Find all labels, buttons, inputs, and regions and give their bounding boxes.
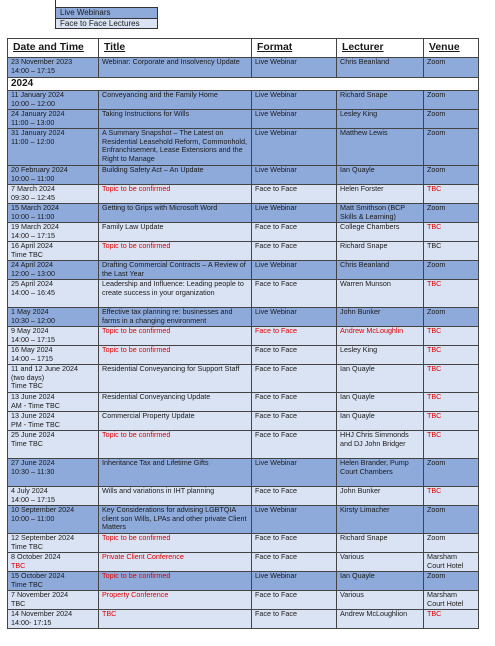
cell-venue: Zoom: [424, 58, 479, 78]
cell-lecturer: Richard Snape: [337, 242, 424, 261]
cell-venue: TBC: [424, 242, 479, 261]
cell-date-time: 15 October 2024 Time TBC: [8, 572, 99, 591]
cell-venue: Zoom: [424, 459, 479, 487]
cell-date-time: 31 January 2024 11:00 – 12:00: [8, 129, 99, 166]
cell-format: Face to Face: [252, 553, 337, 572]
cell-date-time: 11 January 2024 10:00 – 12:00: [8, 91, 99, 110]
table-row: [8, 534, 479, 553]
cell-date-time: 7 November 2024 TBC: [8, 591, 99, 610]
cell-venue: Zoom: [424, 129, 479, 166]
cell-format: Live Webinar: [252, 204, 337, 223]
table-row: [8, 242, 479, 261]
cell-format: Face to Face: [252, 327, 337, 346]
table-row: [8, 261, 479, 280]
table-header-row: [8, 39, 479, 58]
date-tbc-label: TBC: [11, 560, 26, 570]
table-row: [8, 553, 479, 572]
table-row: [8, 223, 479, 242]
cell-title: Commercial Property Update: [99, 412, 252, 431]
cell-format: Live Webinar: [252, 506, 337, 534]
cell-lecturer: Ian Quayle: [337, 393, 424, 412]
table-row: [8, 393, 479, 412]
cell-date-time: 10 September 2024 10:00 – 11:00: [8, 506, 99, 534]
cell-lecturer: Lesley King: [337, 346, 424, 365]
cell-title: Topic to be confirmed: [99, 572, 252, 591]
cell-format: Face to Face: [252, 365, 337, 393]
table-row: [8, 204, 479, 223]
table-row: [8, 346, 479, 365]
cell-title: Conveyancing and the Family Home: [99, 91, 252, 110]
cell-lecturer: Warren Munson: [337, 280, 424, 308]
cell-venue: Zoom: [424, 166, 479, 185]
cell-format: Face to Face: [252, 487, 337, 506]
cell-lecturer: Matthew Lewis: [337, 129, 424, 166]
legend: [55, 7, 158, 29]
cell-title: Taking Instructions for Wills: [99, 110, 252, 129]
cell-title: Building Safety Act – An Update: [99, 166, 252, 185]
cell-venue: Zoom: [424, 110, 479, 129]
cell-lecturer: Andrew McLoughlion: [337, 610, 424, 629]
cell-lecturer: Helen Brander, Pump Court Chambers: [337, 459, 424, 487]
table-row: [8, 572, 479, 591]
cell-format: Face to Face: [252, 185, 337, 204]
cell-format: Live Webinar: [252, 572, 337, 591]
cell-date-time: 27 June 2024 10:30 – 11:30: [8, 459, 99, 487]
cell-title: Family Law Update: [99, 223, 252, 242]
table-row: [8, 327, 479, 346]
cell-date-time: 8 October 2024 TBC: [8, 553, 99, 572]
header-venue: Venue: [424, 39, 479, 58]
table-row: [8, 459, 479, 487]
cell-format: Live Webinar: [252, 91, 337, 110]
cell-date-time: 23 November 2023 14:00 – 17:15: [8, 58, 99, 78]
cell-format: Face to Face: [252, 223, 337, 242]
cell-title: Topic to be confirmed: [99, 346, 252, 365]
table-row: [8, 58, 479, 78]
table-row: [8, 431, 479, 459]
cell-lecturer: Richard Snape: [337, 534, 424, 553]
cell-title: Inheritance Tax and Lifetime Gifts: [99, 459, 252, 487]
cell-venue: TBC: [424, 185, 479, 204]
cell-title: Drafting Commercial Contracts – A Review of the Last Year: [99, 261, 252, 280]
cell-lecturer: John Bunker: [337, 308, 424, 327]
cell-lecturer: Chris Beanland: [337, 58, 424, 78]
lecture-schedule-table: [7, 38, 479, 629]
cell-venue: Zoom: [424, 534, 479, 553]
cell-date-time: 20 February 2024 10:00 – 11:00: [8, 166, 99, 185]
cell-venue: TBC: [424, 487, 479, 506]
header-title: Title: [99, 39, 252, 58]
cell-date-time: 4 July 2024 14:00 – 17:15: [8, 487, 99, 506]
cell-venue: Zoom: [424, 204, 479, 223]
schedule-body: [8, 58, 479, 629]
cell-format: Face to Face: [252, 610, 337, 629]
table-row: [8, 610, 479, 629]
cell-title: Property Conference: [99, 591, 252, 610]
cell-format: Live Webinar: [252, 459, 337, 487]
table-row: [8, 365, 479, 393]
cell-title: Private Client Conference: [99, 553, 252, 572]
cell-lecturer: College Chambers: [337, 223, 424, 242]
year-heading: 2024: [8, 78, 479, 91]
table-row: [8, 185, 479, 204]
cell-format: Face to Face: [252, 534, 337, 553]
cell-lecturer: Ian Quayle: [337, 412, 424, 431]
cell-venue: Zoom: [424, 308, 479, 327]
cell-date-time: 7 March 2024 09:30 – 12:45: [8, 185, 99, 204]
cell-format: Live Webinar: [252, 129, 337, 166]
cell-venue: TBC: [424, 346, 479, 365]
cell-lecturer: Chris Beanland: [337, 261, 424, 280]
cell-venue: Zoom: [424, 91, 479, 110]
legend-connector-line: [55, 0, 56, 7]
cell-date-time: 16 May 2024 14:00 – 1715: [8, 346, 99, 365]
cell-date-time: 11 and 12 June 2024 (two days) Time TBC: [8, 365, 99, 393]
cell-lecturer: Various: [337, 591, 424, 610]
legend-item-live-webinars: Live Webinars: [56, 8, 157, 18]
cell-venue: Zoom: [424, 261, 479, 280]
cell-venue: TBC: [424, 327, 479, 346]
cell-title: Key Considerations for advising LGBTQIA client son Wills, LPAs and other private Client Matters: [99, 506, 252, 534]
table-row: [8, 412, 479, 431]
table-row: [8, 487, 479, 506]
cell-venue: Marsham Court Hotel: [424, 553, 479, 572]
cell-format: Face to Face: [252, 280, 337, 308]
table-row: [8, 308, 479, 327]
cell-title: Webinar: Corporate and Insolvency Update: [99, 58, 252, 78]
cell-lecturer: Andrew McLoughlin: [337, 327, 424, 346]
cell-date-time: 15 March 2024 10:00 – 11:00: [8, 204, 99, 223]
cell-lecturer: Various: [337, 553, 424, 572]
cell-format: Face to Face: [252, 346, 337, 365]
cell-format: Live Webinar: [252, 110, 337, 129]
cell-venue: TBC: [424, 431, 479, 459]
cell-date-time: 25 April 2024 14:00 – 16:45: [8, 280, 99, 308]
table-row: [8, 91, 479, 110]
table-row: [8, 506, 479, 534]
cell-date-time: 9 May 2024 14:00 – 17:15: [8, 327, 99, 346]
cell-date-time: 13 June 2024 PM - Time TBC: [8, 412, 99, 431]
cell-date-time: 25 June 2024 Time TBC: [8, 431, 99, 459]
cell-date-time: 14 November 2024 14:00- 17:15: [8, 610, 99, 629]
cell-date-time: 1 May 2024 10:30 – 12:00: [8, 308, 99, 327]
table-row: [8, 591, 479, 610]
cell-date-time: 13 June 2024 AM - Time TBC: [8, 393, 99, 412]
cell-title: Topic to be confirmed: [99, 534, 252, 553]
cell-venue: TBC: [424, 365, 479, 393]
cell-date-time: 12 September 2024 Time TBC: [8, 534, 99, 553]
table-row: [8, 110, 479, 129]
cell-lecturer: John Bunker: [337, 487, 424, 506]
cell-format: Live Webinar: [252, 166, 337, 185]
cell-format: Face to Face: [252, 242, 337, 261]
cell-title: TBC: [99, 610, 252, 629]
cell-lecturer: Ian Quayle: [337, 572, 424, 591]
cell-format: Face to Face: [252, 393, 337, 412]
header-lecturer: Lecturer: [337, 39, 424, 58]
cell-title: Topic to be confirmed: [99, 185, 252, 204]
cell-venue: TBC: [424, 412, 479, 431]
cell-venue: TBC: [424, 393, 479, 412]
cell-format: Face to Face: [252, 412, 337, 431]
cell-title: Getting to Grips with Microsoft Word: [99, 204, 252, 223]
cell-lecturer: Kirsty Limacher: [337, 506, 424, 534]
cell-title: Residential Conveyancing Update: [99, 393, 252, 412]
cell-venue: TBC: [424, 280, 479, 308]
cell-title: Wills and variations in IHT planning: [99, 487, 252, 506]
cell-format: Live Webinar: [252, 261, 337, 280]
cell-format: Live Webinar: [252, 58, 337, 78]
cell-date-time: 24 April 2024 12:00 – 13:00: [8, 261, 99, 280]
cell-title: Topic to be confirmed: [99, 327, 252, 346]
cell-lecturer: HHJ Chris Simmonds and DJ John Bridger: [337, 431, 424, 459]
cell-lecturer: Ian Quayle: [337, 365, 424, 393]
cell-lecturer: Richard Snape: [337, 91, 424, 110]
cell-format: Face to Face: [252, 591, 337, 610]
cell-venue: Zoom: [424, 506, 479, 534]
cell-format: Face to Face: [252, 431, 337, 459]
year-heading-row: [8, 78, 479, 91]
table-row: [8, 280, 479, 308]
cell-title: A Summary Snapshot – The Latest on Residential Leasehold Reform, Commonhold, Enfranchisement, Lease Extensions and the Right to Manage: [99, 129, 252, 166]
cell-date-time: 16 April 2024 Time TBC: [8, 242, 99, 261]
cell-venue: TBC: [424, 610, 479, 629]
cell-title: Effective tax planning re: businesses and farms in a changing environment: [99, 308, 252, 327]
cell-venue: Zoom: [424, 572, 479, 591]
cell-title: Leadership and Influence: Leading people to create success in your organization: [99, 280, 252, 308]
header-format: Format: [252, 39, 337, 58]
table-row: [8, 129, 479, 166]
cell-lecturer: Ian Quayle: [337, 166, 424, 185]
cell-venue: Marsham Court Hotel: [424, 591, 479, 610]
cell-title: Topic to be confirmed: [99, 431, 252, 459]
cell-lecturer: Helen Forster: [337, 185, 424, 204]
legend-item-face-to-face: Face to Face Lectures: [56, 18, 157, 28]
header-date-and-time: Date and Time: [8, 39, 99, 58]
cell-format: Live Webinar: [252, 308, 337, 327]
cell-date-time: 24 January 2024 11:00 – 13:00: [8, 110, 99, 129]
cell-venue: TBC: [424, 223, 479, 242]
cell-lecturer: Lesley King: [337, 110, 424, 129]
cell-date-time: 19 March 2024 14:00 – 17:15: [8, 223, 99, 242]
cell-title: Residential Conveyancing for Support Staff: [99, 365, 252, 393]
table-row: [8, 166, 479, 185]
cell-title: Topic to be confirmed: [99, 242, 252, 261]
cell-lecturer: Matt Smithson (BCP Skills & Learning): [337, 204, 424, 223]
